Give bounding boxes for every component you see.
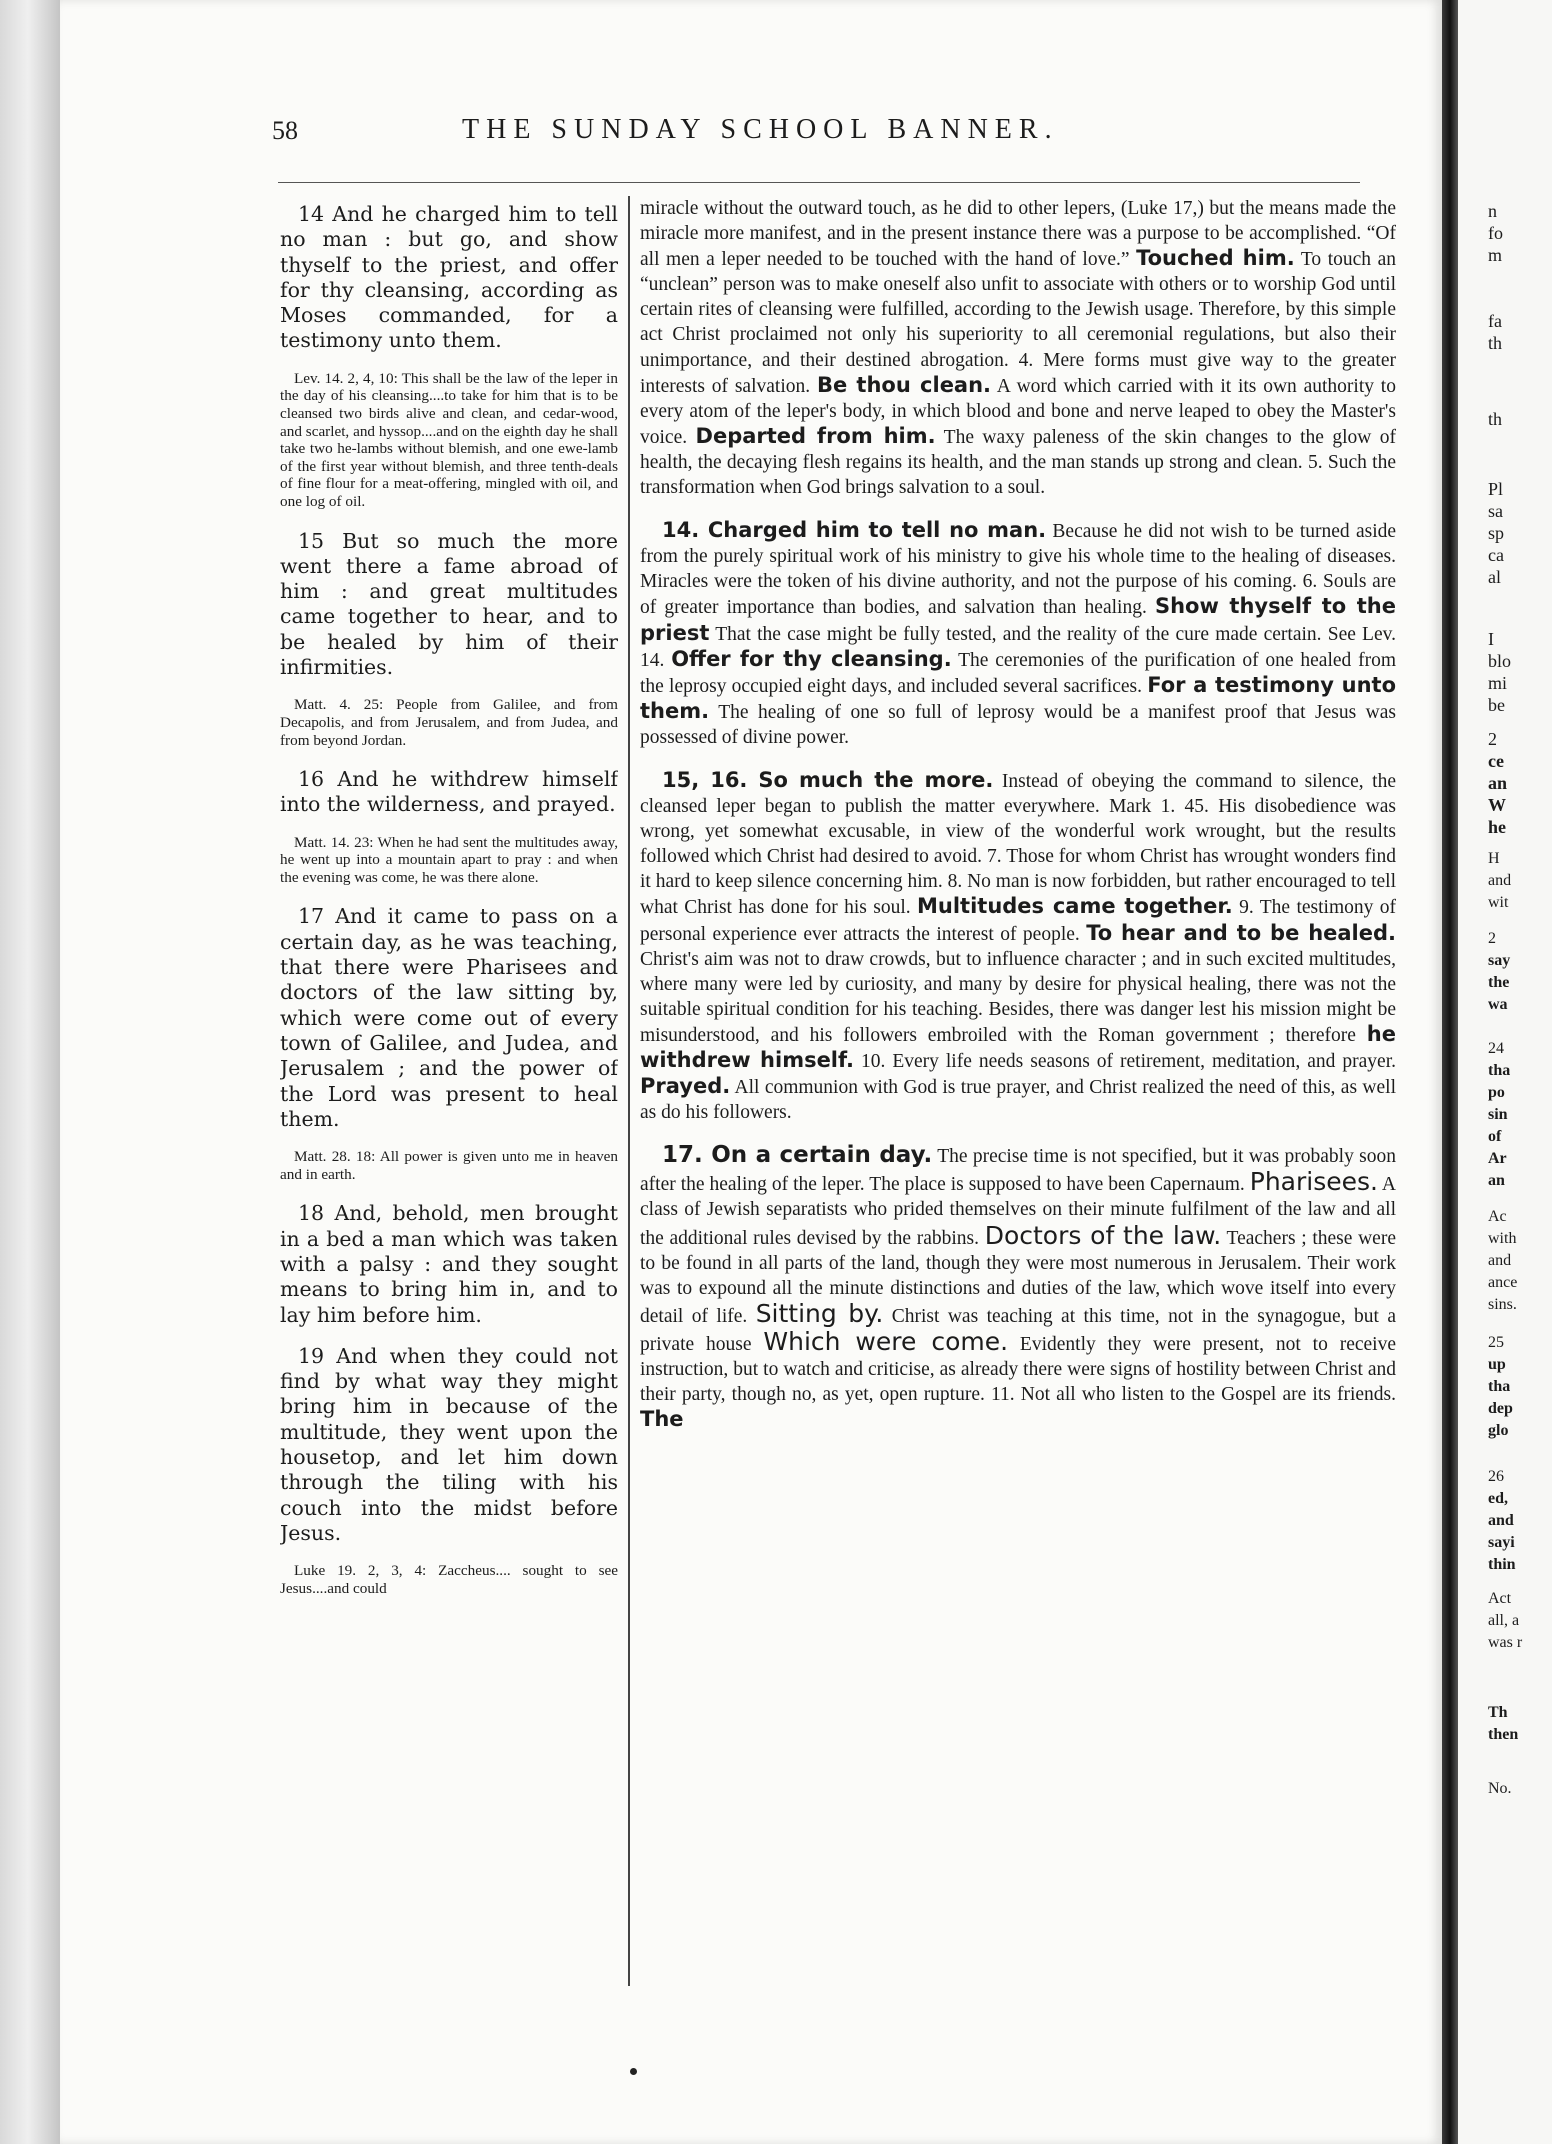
footer-dot — [630, 2068, 637, 2075]
running-title: THE SUNDAY SCHOOL BANNER. — [462, 114, 1059, 145]
commentary-text: miracle without the outward touch, as he did to other lepers, (Luke 17,) but the means made the miracle more manifest, and in the present instance there was a purpose to be accomplished. “Of all men a leper needed to be touched with the hand of love.” — [640, 198, 1396, 271]
commentary-text: Christ's aim was not to draw crowds, but to influence character ; and in such excited multitudes, where many were led by curiosity, and many by desire for physical healing, there was not the suitable spiritual condition for his teaching. Besides, there was danger lest his mission might be misunderstood, and his followers embroiled with the Roman government ; therefore — [640, 948, 1396, 1046]
commentary-column — [640, 196, 1396, 1986]
commentary-heading: Multitudes came together. — [917, 894, 1233, 919]
facing-page-fragment: and — [1488, 1512, 1514, 1529]
facing-page-edge — [1458, 0, 1552, 2144]
commentary-text: The healing of one so full of leprosy would be a manifest proof that Jesus was possessed of divine power. — [640, 701, 1396, 748]
page-number: 58 — [272, 116, 298, 145]
commentary-heading: Which were come. — [763, 1326, 1009, 1356]
facing-page-fragment: ce — [1488, 751, 1504, 771]
facing-page-fragment: and — [1488, 1252, 1512, 1269]
commentary-heading: To hear and to be healed. — [1086, 920, 1396, 945]
commentary-text: The waxy paleness of the skin changes to the glow of health, the decaying flesh regains its health, and the man stands up strong and clean. 5. Such the transformation when God brings salvation to a soul. — [640, 426, 1396, 499]
facing-page-fragment: say — [1488, 952, 1511, 969]
commentary-heading: The — [640, 1407, 684, 1432]
commentary-heading: Sitting by. — [755, 1298, 884, 1328]
commentary-text: Teachers ; these were to be found in all parts of the land, though they were most numerous in Jerusalem. Their work was to expound all the minute distinctions and duties of the law, which wove itself into every detail of life. — [640, 1227, 1396, 1327]
facing-page-fragment: of — [1488, 1128, 1502, 1145]
facing-page-fragment: Ac — [1488, 1208, 1507, 1225]
facing-page-fragment: 26 — [1488, 1468, 1504, 1485]
commentary-text: A word which carried with it its own authority to every atom of the leper's body, in which blood and bone and nerve leaped to obey the Master's voice. — [640, 375, 1396, 448]
facing-page-fragment: fa — [1488, 311, 1502, 331]
facing-page-fragment: the — [1488, 974, 1510, 991]
facing-page-fragment: up — [1488, 1356, 1506, 1373]
reference-16: Matt. 14. 23: When he had sent the multitudes away, he went up into a mountain apart to pray : and when the evening was come, he was there alone. — [280, 833, 618, 886]
facing-page-fragment: he — [1488, 817, 1506, 837]
commentary-heading: 17. On a certain day. — [662, 1142, 933, 1169]
facing-page-fragment: al — [1488, 567, 1501, 587]
facing-page-fragment: dep — [1488, 1400, 1513, 1417]
verse-15: 15 But so much the more went there a fame abroad of him : and great multitudes came together to hear, and to be healed by him of their infirmities. — [280, 528, 618, 680]
commentary-paragraph-4 — [640, 1143, 1396, 1433]
verse-17: 17 And it came to pass on a certain day, as he was teaching, that there were Pharisees and doctors of the law sitting by, which were come out of every town of Galilee, and Judea, and Jerusalem ; and the power of the Lord was present to heal them. — [280, 904, 618, 1131]
facing-page-fragment: and — [1488, 872, 1512, 889]
commentary-paragraph-1 — [640, 196, 1396, 500]
commentary-paragraph-2 — [640, 518, 1396, 750]
facing-page-fragment: blo — [1488, 651, 1512, 671]
commentary-text: Christ was teaching at this time, not in the synagogue, but a private house — [640, 1305, 1396, 1355]
facing-page-fragment: be — [1488, 695, 1505, 715]
facing-page-fragment: n — [1488, 201, 1497, 221]
commentary-text: 10. Every life needs seasons of retirement, meditation, and prayer. — [853, 1051, 1396, 1072]
book-gutter — [1442, 0, 1458, 2144]
verse-19: 19 And when they could not find by what way they might bring him in because of the multitude, they went upon the housetop, and let him down through the tiling with his couch into the midst before Jesus. — [280, 1343, 618, 1545]
commentary-text: Evidently they were present, not to receive instruction, but to watch and criticise, as already there were signs of hostility between Christ and their party, though no, as yet, open rupture. 11. Not all who listen to the Gospel are its friends. — [640, 1333, 1396, 1406]
facing-page-fragment: Th — [1488, 1704, 1508, 1721]
verse-14: 14 And he charged him to tell no man : but go, and show thyself to the priest, and offer for thy cleansing, according as Moses commanded, for a testimony unto them. — [280, 202, 618, 353]
facing-page-fragment: tha — [1488, 1378, 1511, 1395]
facing-page-fragment: thin — [1488, 1556, 1516, 1573]
facing-page-fragment: po — [1488, 1084, 1505, 1101]
facing-page-fragment: ca — [1488, 545, 1504, 565]
commentary-text: To touch an “unclean” person was to make oneself also unfit to associate with others or to worship God until certain rites of cleansing were fulfilled, according to the Jewish usage. Therefore, by this simple act Christ proclaimed not only his superiority to all ceremonial regulations, but also their unimportance, and their destined abrogation. 4. Mere forms must give way to the greater interests of salvation. — [640, 249, 1396, 397]
verse-16: 16 And he withdrew himself into the wilderness, and prayed. — [280, 767, 618, 817]
facing-page-fragment: sp — [1488, 523, 1505, 543]
reference-19: Luke 19. 2, 3, 4: Zaccheus.... sought to see Jesus....and could — [280, 1562, 618, 1597]
facing-page-fragment: ance — [1488, 1274, 1518, 1291]
reference-14: Lev. 14. 2, 4, 10: This shall be the law of the leper in the day of his cleansing....to take for him that is to be cleansed two birds alive and clean, and cedar-wood, and scarlet, and hyssop....and on the eighth day he shall take two he-lambs without blemish, and one ewe-lamb of the first year without blemish, and three tenth-deals of fine flour for a meat-offering, mingled with oil, and one log of oil. — [280, 369, 618, 510]
commentary-text: The ceremonies of the purification of one healed from the leprosy occupied eight days, and included several sacrifices. — [640, 649, 1396, 697]
facing-page-fragment: was r — [1488, 1634, 1523, 1651]
facing-page-fragment: sin — [1488, 1106, 1508, 1123]
commentary-text: 9. The testimony of personal experience ever attracts the interest of people. — [640, 897, 1396, 945]
scripture-column — [280, 202, 618, 1992]
commentary-heading: Pharisees. — [1249, 1167, 1378, 1197]
commentary-text: Instead of obeying the command to silence, the cleansed leper began to publish the matter everywhere. Mark 1. 45. His disobedience was wrong, yet somewhat excusable, in view of the wonderful work wrought, but the results followed which Christ had desired to avoid. 7. Those for whom Christ has wrought wonders find it hard to keep silence concerning him. 8. No man is now forbidden, but rather encouraged to tell what Christ has done for his soul. — [640, 770, 1396, 919]
page-header — [272, 112, 1372, 152]
facing-page-fragment: fo — [1488, 223, 1503, 243]
facing-page-fragment: sins. — [1488, 1296, 1517, 1313]
facing-page-fragment: th — [1488, 333, 1503, 353]
commentary-heading: 15, 16. So much the more. — [662, 767, 994, 792]
facing-page-fragment: Ar — [1488, 1150, 1507, 1167]
facing-page-fragment: 2 — [1488, 729, 1497, 749]
commentary-heading: Show thyself to the priest — [640, 594, 1396, 645]
facing-page-fragment: mi — [1488, 673, 1508, 693]
header-rule — [278, 182, 1360, 183]
facing-page-fragment: ed, — [1488, 1490, 1508, 1507]
facing-page-fragment: m — [1488, 245, 1503, 265]
facing-page-fragment: with — [1488, 1230, 1517, 1247]
commentary-paragraph-3 — [640, 768, 1396, 1125]
facing-page-fragment: an — [1488, 773, 1508, 793]
facing-page-fragment: 24 — [1488, 1040, 1504, 1057]
facing-page-fragment: H — [1488, 850, 1500, 867]
commentary-text: All communion with God is true prayer, and Christ realized the need of this, as well as do his followers. — [640, 1077, 1396, 1124]
facing-page-fragment: No. — [1488, 1780, 1512, 1797]
commentary-text: The precise time is not specified, but it was probably soon after the healing of the leper. The place is supposed to have been Capernaum. — [640, 1146, 1396, 1196]
commentary-heading: Doctors of the law. — [984, 1220, 1222, 1250]
facing-page-fragment: then — [1488, 1726, 1519, 1743]
reference-17: Matt. 28. 18: All power is given unto me in heaven and in earth. — [280, 1148, 618, 1183]
verse-18: 18 And, behold, men brought in a bed a man which was taken with a palsy : and they sought means to bring him in, and to lay him before him. — [280, 1201, 618, 1327]
commentary-text: Because he did not wish to be turned aside from the purely spiritual work of his ministry to give his whole time to the healing of diseases. Miracles were the token of his divine authority, and not the purpose of his coming. 6. Souls are of greater importance than bodies, and salvation than healing. — [640, 521, 1396, 619]
reference-15: Matt. 4. 25: People from Galilee, and from Decapolis, and from Jerusalem, and from Judea, and from beyond Jordan. — [280, 696, 618, 749]
facing-page-fragment: Act — [1488, 1590, 1512, 1607]
commentary-heading: For a testimony unto them. — [640, 672, 1396, 723]
commentary-text: A class of Jewish separatists who prided themselves on their minute fulfilment of the law and all the additional rules devised by the rabbins. — [640, 1174, 1396, 1249]
commentary-text: That the case might be fully tested, and the reality of the cure made certain. See Lev. 14. — [640, 623, 1396, 671]
facing-page-fragment: 25 — [1488, 1334, 1504, 1351]
facing-page-fragment: an — [1488, 1172, 1505, 1189]
commentary-heading: Departed from him. — [695, 423, 936, 448]
facing-page-fragment: 2 — [1488, 930, 1496, 947]
facing-page-fragment: Pl — [1488, 479, 1504, 499]
facing-page-fragment: tha — [1488, 1062, 1511, 1079]
commentary-heading: Offer for thy cleansing. — [671, 646, 952, 671]
commentary-heading: Touched him. — [1136, 246, 1295, 271]
facing-page-fragment: wa — [1488, 996, 1508, 1013]
facing-page-fragment: th — [1488, 409, 1503, 429]
commentary-heading: Prayed. — [640, 1074, 731, 1099]
column-divider — [628, 196, 630, 1986]
facing-page-fragment: wit — [1488, 894, 1509, 911]
facing-page-fragment: W — [1488, 795, 1506, 815]
facing-page-fragment: I — [1488, 629, 1494, 649]
facing-page-fragment: all, a — [1488, 1612, 1520, 1629]
facing-page-fragment: sayi — [1488, 1534, 1515, 1551]
facing-page-fragment: sa — [1488, 501, 1503, 521]
facing-page-fragment: glo — [1488, 1422, 1509, 1439]
commentary-heading: he withdrew himself. — [640, 1021, 1396, 1072]
commentary-heading: 14. Charged him to tell no man. — [662, 518, 1047, 543]
commentary-heading: Be thou clean. — [816, 372, 992, 397]
